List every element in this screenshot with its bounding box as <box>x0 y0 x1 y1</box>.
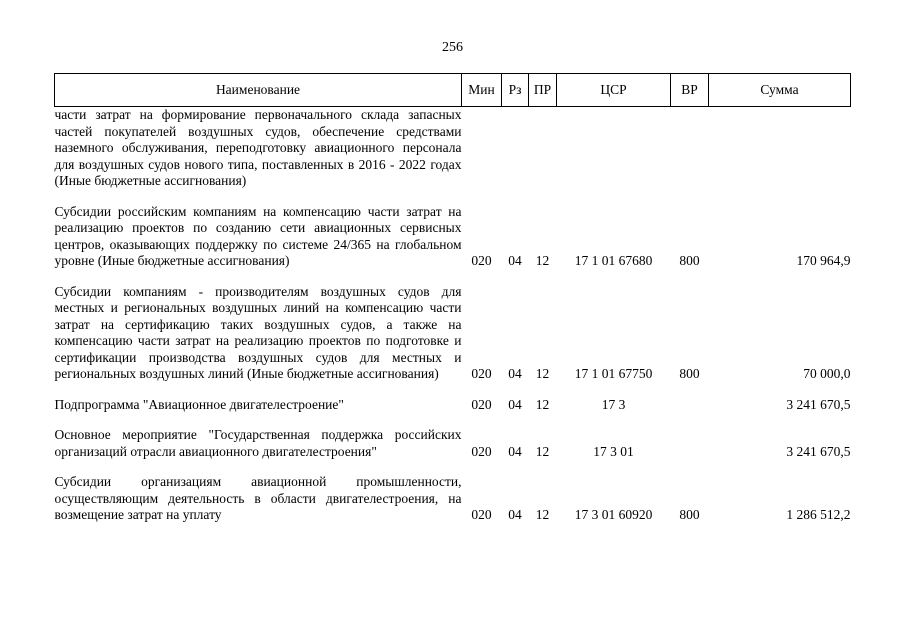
row-pr <box>529 107 557 190</box>
row-vr <box>671 107 709 190</box>
row-spacer <box>55 270 851 284</box>
header-sum: Сумма <box>709 74 851 107</box>
row-name: Субсидии компаниям - производителям воздушных судов для местных и региональных воздушных линий на компенсацию части затрат на сертификацию таких воздушных судов, а также на компенсацию части затрат на реализацию проектов по подготовке и сертификации производства воздушных судов для местных и региональных воздушных линий (Иные бюджетные ассигнования) <box>54 283 462 381</box>
row-vr: 800 <box>679 253 700 268</box>
header-pr: ПР <box>529 74 557 107</box>
table-row <box>55 397 851 414</box>
row-sum: 3 241 670,5 <box>786 396 851 412</box>
header-rz: Рз <box>502 74 529 107</box>
table-row <box>55 107 851 190</box>
row-vr: 800 <box>679 366 700 381</box>
row-sum: 3 241 670,5 <box>786 443 851 459</box>
table-row <box>55 427 851 460</box>
row-csr: 17 3 01 60920 <box>574 507 653 522</box>
row-spacer <box>55 383 851 397</box>
row-name: Субсидии организациям авиационной промышленности, осуществляющим деятельность в области двигателестроения, на возмещение затрат на уплату <box>54 474 462 522</box>
budget-table <box>54 73 851 524</box>
row-spacer <box>55 190 851 204</box>
row-csr: 17 1 01 67680 <box>574 253 653 268</box>
header-name: Наименование <box>55 74 462 107</box>
row-vr <box>671 427 709 460</box>
table-row <box>55 474 851 524</box>
row-min: 020 <box>471 366 492 381</box>
row-name: Основное мероприятие "Государственная поддержка российских организаций отрасли авиационного двигателестроения" <box>54 427 462 459</box>
row-name: Субсидии российским компаниям на компенсацию части затрат на реализацию проектов по созданию сети авиационных сервисных центров, оказывающих поддержку по системе 24/365 на глобальном уровне (Иные бюджетные ассигнования) <box>54 203 462 268</box>
row-sum: 1 286 512,2 <box>786 507 851 522</box>
row-spacer <box>55 460 851 474</box>
row-rz: 04 <box>508 396 522 412</box>
header-min: Мин <box>462 74 502 107</box>
row-pr: 12 <box>535 253 550 268</box>
row-rz: 04 <box>508 507 522 522</box>
row-spacer <box>55 413 851 427</box>
row-sum: 170 964,9 <box>796 253 851 268</box>
row-min: 020 <box>471 443 492 459</box>
row-rz: 04 <box>508 253 522 268</box>
row-pr: 12 <box>535 396 550 412</box>
row-csr: 17 3 01 <box>593 443 634 459</box>
row-rz: 04 <box>508 366 522 381</box>
row-name: Подпрограмма "Авиационное двигателестроение" <box>54 396 344 412</box>
table-row <box>55 284 851 383</box>
row-pr: 12 <box>535 366 550 381</box>
row-min: 020 <box>471 396 492 412</box>
row-pr: 12 <box>535 507 550 522</box>
row-csr <box>557 107 671 190</box>
row-vr: 800 <box>679 507 700 522</box>
row-name: части затрат на формирование первоначального склада запасных частей покупателей воздушных судов, обеспечение средствами наземного обслуживания, переподготовку авиационного персонала для воздушных судов нового типа, поставленных в 2016 - 2022 годах (Иные бюджетные ассигнования) <box>54 107 462 188</box>
row-min: 020 <box>471 507 492 522</box>
row-rz: 04 <box>508 443 522 459</box>
table-row <box>55 204 851 270</box>
row-csr: 17 3 <box>601 396 626 412</box>
row-pr: 12 <box>535 443 550 459</box>
header-csr: ЦСР <box>557 74 671 107</box>
row-rz <box>502 107 529 190</box>
page-number: 256 <box>442 40 463 55</box>
row-sum: 70 000,0 <box>803 366 851 381</box>
header-vr: ВР <box>671 74 709 107</box>
table-header-row <box>55 74 851 107</box>
row-min <box>462 107 502 190</box>
row-csr: 17 1 01 67750 <box>574 366 653 381</box>
row-sum <box>709 107 851 190</box>
row-min: 020 <box>471 253 492 268</box>
row-vr <box>671 397 709 414</box>
